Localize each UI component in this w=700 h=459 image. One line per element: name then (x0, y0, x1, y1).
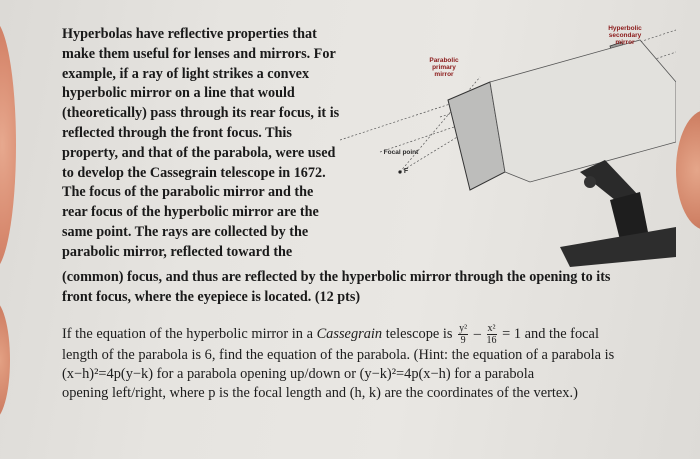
label-hyperbolic-line2: secondary (608, 32, 642, 39)
paragraph-line: rear focus of the hyperbolic mirror are the (62, 204, 319, 221)
paragraph-line: (theoretically) pass through its rear focus, it is (62, 105, 340, 122)
fraction-y2-over-9 (458, 323, 468, 346)
question-text: = 1 and the focal (502, 325, 599, 342)
fraction-x2-over-16 (487, 323, 497, 346)
label-parabolic-line3: mirror (434, 71, 454, 78)
question-text: If the equation of the hyperbolic mirror in a (62, 325, 313, 342)
fraction-numerator: x² (487, 323, 496, 334)
paragraph-line: same point. The rays are collected by the (62, 223, 309, 240)
label-parabolic-line2: primary (432, 64, 456, 71)
label-parabolic-primary-mirror (422, 57, 466, 78)
paragraph-line: example, if a ray of light strikes a convex (62, 65, 310, 82)
label-hyperbolic-secondary-mirror (600, 25, 650, 46)
label-hyperbolic-line1: Hyperbolic (608, 25, 642, 32)
finger-left-lower (0, 300, 10, 420)
label-parabolic-line1: Parabolic (429, 57, 459, 64)
paragraph-line: property, and that of the parabola, were used (62, 144, 336, 161)
fraction-denominator: 9 (460, 335, 466, 346)
paragraph-line: to develop the Cassegrain telescope in 1672. (62, 164, 326, 181)
paragraph-line: make them useful for lenses and mirrors. For (62, 45, 336, 62)
label-f-text: F (403, 168, 409, 175)
eyepiece (584, 176, 596, 188)
finger-left (0, 20, 16, 270)
problem-paragraph (62, 25, 382, 263)
question-line-2: length of the parabola is 6, find the equation of the parabola. (Hint: the equation of a parabola is (62, 347, 615, 363)
paragraph-line: parabolic mirror, reflected toward the (62, 243, 293, 260)
paragraph-line: Hyperbolas have reflective properties that (62, 26, 317, 42)
question-italic-term: Cassegrain (316, 325, 383, 342)
question-block (62, 323, 682, 403)
paragraph-wide-line: (common) focus, and thus are reflected by the hyperbolic mirror through the opening to its (62, 269, 611, 285)
question-line-1 (62, 323, 682, 346)
paragraph-line: The focus of the parabolic mirror and the (62, 184, 314, 201)
question-line-4: opening left/right, where p is the focal length and (h, k) are the coordinates of the vertex.) (62, 385, 578, 401)
cassegrain-telescope-figure (340, 22, 676, 267)
label-focal-text: Focal point (383, 149, 419, 156)
mount-base (560, 227, 676, 267)
fraction-denominator: 16 (486, 335, 497, 346)
telescope-tube (490, 40, 676, 182)
label-focal-point (378, 149, 424, 156)
question-text: telescope is (385, 325, 453, 342)
paragraph-line: reflected through the front focus. This (62, 124, 292, 141)
label-f (402, 168, 410, 175)
question-line-3: (x−h)²=4p(y−k) for a parabola opening up/down or (y−k)²=4p(x−h) for a parabola (62, 366, 535, 382)
minus-sign: – (473, 325, 481, 342)
paragraph-line: hyperbolic mirror on a line that would (62, 85, 295, 102)
fraction-numerator: y² (459, 323, 468, 334)
finger-right (676, 110, 700, 230)
label-hyperbolic-line3: mirror (615, 39, 635, 46)
paragraph-wide-line: front focus, where the eyepiece is located. (12 pts) (62, 289, 361, 305)
